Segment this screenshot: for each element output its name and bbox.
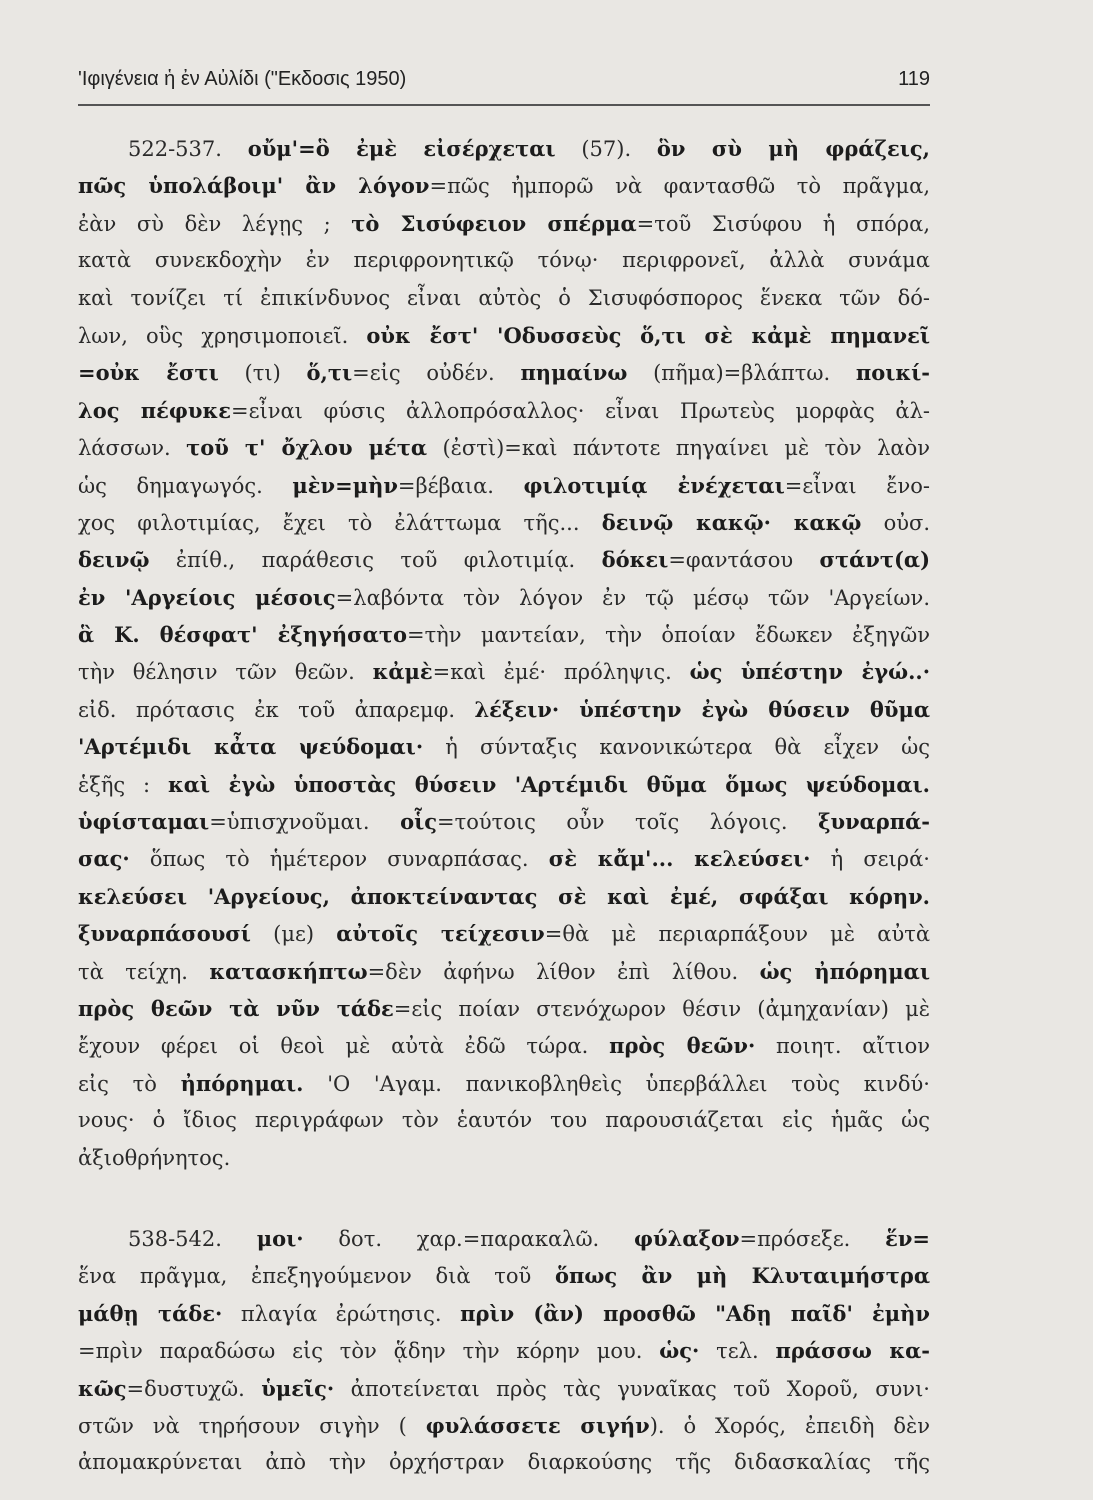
gloss-text: (57). [555, 137, 657, 161]
bold-lemma: 'Αρτέμιδι κἆτα ψεύδομαι· [78, 734, 424, 760]
bold-lemma: κἀμὲ [372, 659, 433, 685]
text-line [78, 130, 930, 167]
text-line [78, 840, 930, 877]
bold-lemma: οὐκ ἔστ' 'Οδυσσεὺς ὅ,τι σὲ κἀμὲ πημανεῖ [366, 322, 930, 348]
gloss-text: =εἶναι ἔνο- [784, 473, 930, 498]
bold-lemma: ὡς· [659, 1338, 700, 1364]
bold-lemma: αὐτοῖς τείχεσιν [336, 921, 545, 947]
gloss-text: λων, οὓς χρησιμοποιεῖ. [78, 323, 367, 348]
bold-lemma: δεινῷ κακῷ· κακῷ [601, 509, 862, 535]
text-line [78, 429, 930, 466]
gloss-text: ἀποτείνεται πρὸς τὰς γυναῖκας τοῦ Χοροῦ, συνι· [334, 1376, 930, 1401]
gloss-text: =εἰς οὐδέν. [352, 361, 521, 386]
bold-lemma: δόκει [601, 547, 669, 573]
gloss-text: ἡ σύνταξις κανονικώτερα θὰ εἶχεν ὡς [423, 735, 930, 760]
gloss-text: ἀξιοθρήνητος. [78, 1145, 231, 1170]
gloss-text: =πρὶν παραδώσω εἰς τὸν ᾅδην τὴν κόρην μου. [78, 1339, 660, 1364]
gloss-text: καὶ τονίζει τί ἐπικίνδυνος εἶναι αὐτὸς ὁ Σισυφόσπορος ἕνεκα τῶν δό- [78, 285, 930, 310]
bold-lemma: μοι· [256, 1225, 304, 1251]
header-rule [78, 104, 930, 106]
bold-lemma: ξυναρπά- [818, 809, 930, 835]
gloss-text: ἕνα πρᾶγμα, ἐπεξηγούμενον διὰ τοῦ [78, 1264, 556, 1289]
bold-lemma: στάντ(α) [819, 547, 930, 573]
bold-lemma: ὡς ἠπόρημαι [759, 958, 930, 984]
gloss-text: =δυστυχῶ. [126, 1376, 262, 1401]
running-header [78, 68, 930, 91]
gloss-text: οὐσ. [861, 510, 930, 535]
gloss-text: τὴν θέλησιν τῶν θεῶν. [78, 660, 373, 685]
gloss-text: =τοῦ Σισύφου ἡ σπόρα, [636, 211, 930, 236]
text-line [78, 953, 930, 990]
bold-lemma: φυλάσσετε σιγήν [425, 1412, 650, 1438]
bold-lemma: πρὸς θεῶν τὰ νῦν τάδε [78, 995, 394, 1021]
gloss-text: ἑξῆς : [78, 772, 168, 797]
gloss-text: λάσσων. [78, 436, 187, 461]
gloss-text: =λαβόντα τὸν λόγον ἐν τῷ μέσῳ τῶν 'Αργείων. [335, 585, 930, 610]
gloss-text: =βέβαια. [397, 473, 524, 498]
text-line [78, 1295, 930, 1332]
commentary-text [78, 130, 930, 1482]
bold-lemma: ἃ Κ. θέσφατ' ἐξηγήσατο [78, 622, 407, 648]
bold-lemma: =οὐκ ἔστι [78, 360, 219, 386]
text-line [78, 1065, 930, 1102]
gloss-text: νους· ὁ ἴδιος περιγράφων τὸν ἑαυτόν του παρουσιάζεται εἰς ἡμᾶς ὡς [78, 1108, 930, 1133]
gloss-text: ποιητ. αἴτιον [755, 1034, 930, 1059]
bold-lemma: τοῦ τ' ὄχλου μέτα [186, 435, 428, 461]
bold-lemma: σὲ κἄμ'... κελεύσει· [548, 846, 811, 872]
gloss-text: χος φιλοτιμίας, ἔχει τὸ ἐλάττωμα τῆς... [78, 510, 602, 535]
gloss-text: ἡ σειρά· [810, 847, 930, 872]
bold-lemma: οὔμ'=ὃ ἐμὲ εἰσέρχεται [247, 136, 556, 161]
gloss-text: =θὰ μὲ περιαρπάξουν μὲ αὐτὰ [544, 922, 930, 947]
text-line [78, 616, 930, 653]
text-line [78, 579, 930, 616]
bold-lemma: ἐν 'Αργείοις μέσοις [78, 584, 336, 610]
bold-lemma: πράσσω κα- [775, 1338, 930, 1364]
gloss-text: =δὲν ἀφήνω λίθον ἐπὶ λίθου. [367, 959, 760, 984]
gloss-text: 522-537. [128, 137, 248, 161]
gloss-text: =φαντάσου [668, 548, 820, 573]
text-line [78, 1407, 930, 1444]
text-line [78, 653, 930, 690]
text-line [78, 691, 930, 728]
bold-lemma: ὅ,τι [306, 360, 353, 386]
text-line [78, 280, 930, 317]
text-line [78, 1370, 930, 1407]
bold-lemma: πῶς ὑπολάβοιμ' ἂν λόγον [78, 173, 430, 199]
gloss-text: =εἶναι φύσις ἀλλοπρόσαλλος· εἶναι Πρωτεὺς μορφὰς ἀλ- [231, 398, 930, 423]
text-line [78, 1332, 930, 1369]
gloss-text: =τούτοις οὖν τοῖς λόγοις. [437, 810, 819, 835]
bold-lemma: ὅπως ἂν μὴ Κλυταιμήστρα [555, 1263, 930, 1289]
bold-lemma: ὑφίσταμαι [78, 809, 210, 835]
text-line [78, 467, 930, 504]
bold-lemma: κατασκήπτω [209, 958, 368, 984]
bold-lemma: μάθῃ τάδε· [78, 1300, 223, 1326]
text-line [78, 167, 930, 204]
text-line [78, 728, 930, 765]
text-line [78, 541, 930, 578]
gloss-text: ). ὁ Χορός, ἐπειδὴ δὲν [649, 1413, 930, 1438]
text-line [78, 392, 930, 429]
gloss-text: =ὑπισχνοῦμαι. [209, 810, 401, 835]
bold-lemma: ποικί- [855, 360, 930, 386]
gloss-text: ὅπως τὸ ἡμέτερον συναρπάσας. [129, 847, 549, 872]
bold-lemma: πημαίνω [520, 360, 628, 386]
text-line [78, 317, 930, 354]
gloss-text: τελ. [699, 1339, 776, 1364]
bold-lemma: κῶς [78, 1375, 127, 1401]
text-line [78, 504, 930, 541]
text-line [78, 1027, 930, 1064]
gloss-text: στῶν νὰ τηρήσουν σιγὴν ( [78, 1413, 426, 1438]
gloss-text: =πρόσεξε. [739, 1226, 886, 1251]
bold-lemma: ἠπόρημαι. [180, 1070, 304, 1096]
gloss-text: πλαγία ἐρώτησις. [222, 1301, 461, 1326]
text-line [78, 915, 930, 952]
gloss-text: =πῶς ἠμπορῶ νὰ φαντασθῶ τὸ πρᾶγμα, [429, 174, 930, 199]
gloss-text: (ἐστὶ)=καὶ πάντοτε πηγαίνει μὲ τὸν λαὸν [427, 436, 930, 461]
gloss-text: ἐὰν σὺ δὲν λέγῃς ; [78, 211, 352, 236]
bold-lemma: ἕν= [885, 1225, 930, 1251]
gloss-text: ἔχουν φέρει οἱ θεοὶ μὲ αὐτὰ ἐδῶ τώρα. [78, 1034, 610, 1059]
gloss-text: (με) [250, 922, 337, 947]
gloss-text: εἰς τὸ [78, 1071, 181, 1096]
gloss-text: ἐπίθ., παράθεσις τοῦ φιλοτιμίᾳ. [149, 548, 602, 573]
bold-lemma: φύλαξον [634, 1225, 740, 1251]
text-line [78, 766, 930, 803]
gloss-text: ὡς δημαγωγός. [78, 473, 293, 498]
bold-lemma: μὲν=μὴν [292, 472, 398, 498]
text-line [78, 1140, 930, 1177]
gloss-text: ἀπομακρύνεται ἀπὸ τὴν ὀρχήστραν διαρκούσης τῆς διδασκαλίας τῆς [78, 1450, 930, 1475]
bold-lemma: καὶ ἐγὼ ὑποστὰς θύσειν 'Αρτέμιδι θῦμα ὅμως ψεύδομαι. [168, 771, 930, 797]
bold-lemma: ὡς ὑπέστην ἐγώ..· [689, 659, 930, 685]
gloss-text: (πῆμα)=βλάπτω. [627, 361, 856, 386]
text-line [78, 1220, 930, 1257]
gloss-text: δοτ. χαρ.=παρακαλῶ. [303, 1226, 635, 1251]
bold-lemma: τὸ Σισύφειον σπέρμα [351, 210, 637, 236]
running-title: 'Ιφιγένεια ἡ ἐν Αὐλίδι ("Εκδοσις 1950) [78, 68, 407, 90]
bold-lemma: πρὶν (ἂν) προσθῶ "Αδῃ παῖδ' ἐμὴν [460, 1300, 930, 1326]
gloss-text: 538-542. [128, 1226, 257, 1251]
bold-lemma: φιλοτιμίᾳ ἐνέχεται [523, 472, 785, 498]
gloss-text: τὰ τείχη. [78, 959, 210, 984]
page-number: 119 [898, 68, 930, 90]
gloss-text: κατὰ συνεκδοχὴν ἐν περιφρονητικῷ τόνῳ· περιφρονεῖ, ἀλλὰ συνάμα [78, 248, 930, 273]
text-line [78, 878, 930, 915]
text-line [78, 1444, 930, 1481]
bold-lemma: λέξειν· ὑπέστην ἐγὼ θύσειν θῦμα [474, 696, 930, 722]
text-line [78, 354, 930, 391]
gloss-text: 'Ο 'Αγαμ. πανικοβληθεὶς ὑπερβάλλει τοὺς κινδύ· [303, 1071, 930, 1096]
text-line [78, 803, 930, 840]
bold-lemma: λος πέφυκε [78, 397, 232, 423]
bold-lemma: δεινῷ [78, 547, 150, 573]
text-line [78, 1257, 930, 1294]
paragraph-gap [78, 1177, 930, 1220]
bold-lemma: ὃν σὺ μὴ φράζεις, [656, 136, 930, 161]
bold-lemma: ὑμεῖς· [261, 1375, 335, 1401]
bold-lemma: ξυναρπάσουσί [78, 921, 251, 947]
gloss-text: =εἰς ποίαν στενόχωρον θέσιν (ἀμηχανίαν) μὲ [393, 996, 930, 1021]
gloss-text: =καὶ ἐμέ· πρόληψις. [432, 660, 690, 685]
gloss-text: =τὴν μαντείαν, τὴν ὁποίαν ἔδωκεν ἐξηγῶν [406, 623, 930, 648]
bold-lemma: πρὸς θεῶν· [609, 1033, 756, 1059]
text-line [78, 205, 930, 242]
text-line [78, 1102, 930, 1139]
gloss-text: εἰδ. πρότασις ἐκ τοῦ ἀπαρεμφ. [78, 697, 475, 722]
text-line [78, 242, 930, 279]
gloss-text: (τι) [218, 361, 307, 386]
bold-lemma: κελεύσει 'Αργείους, ἀποκτείναντας σὲ καὶ ἐμέ, σφάξαι κόρην. [78, 883, 930, 909]
bold-lemma: σας· [78, 846, 130, 872]
bold-lemma: οἷς [400, 809, 438, 835]
text-line [78, 990, 930, 1027]
